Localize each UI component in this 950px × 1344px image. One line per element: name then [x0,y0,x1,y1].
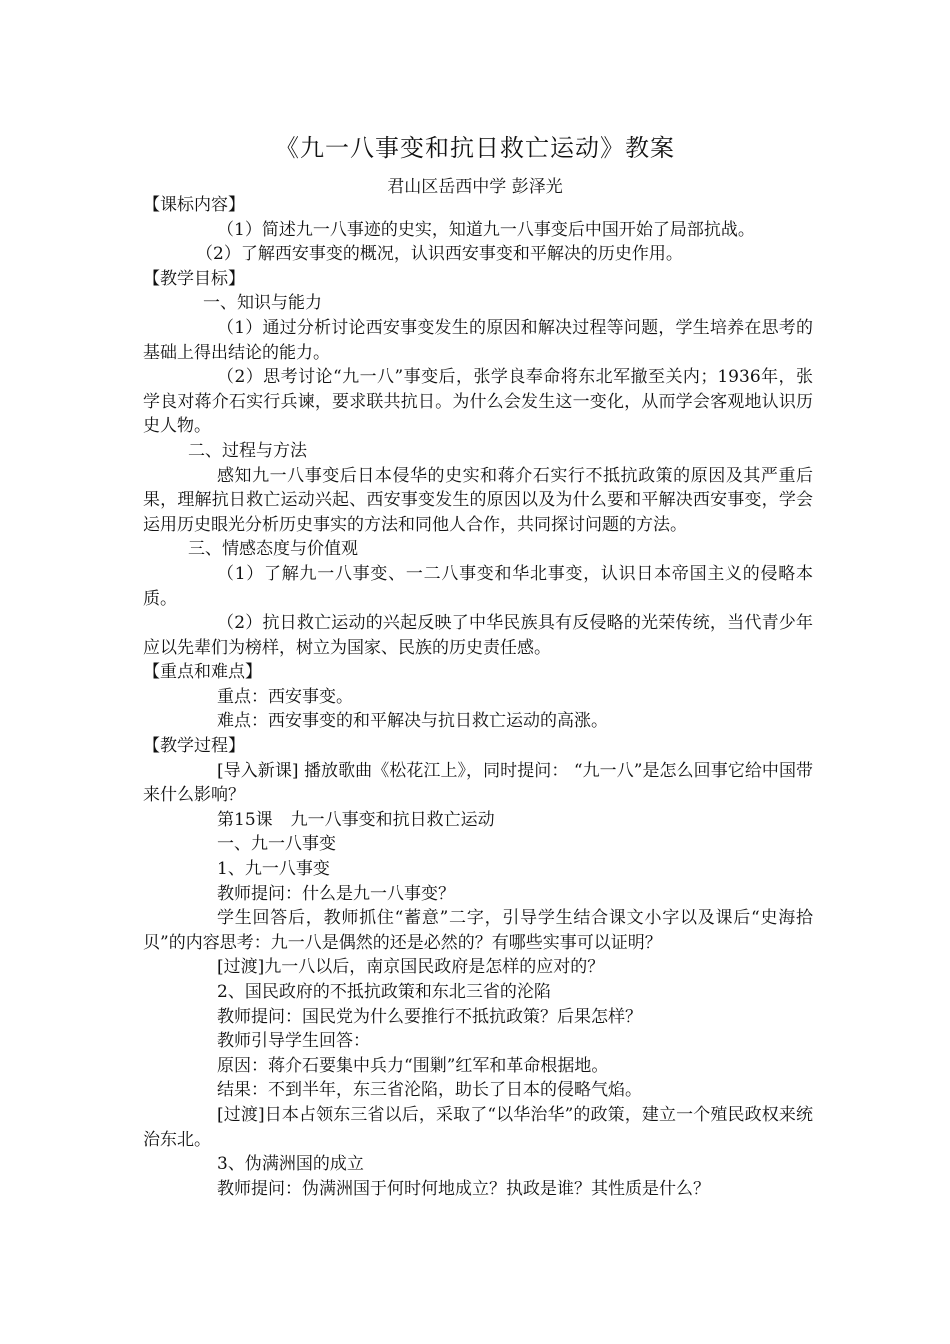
section-heading-standards: 【课标内容】 [143,195,245,215]
paragraph: 原因：蒋介石要集中兵力“围剿”红军和革命根据地。 [217,1055,609,1076]
paragraph: [导入新课] 播放歌曲《松花江上》，同时提问： “九一八”是怎么回事它给中国带来什么影响？ [143,760,813,806]
lesson-number: 第15课 [217,809,273,830]
subsection-heading: 一、九一八事变 [217,834,336,855]
subsection-heading: 三、情感态度与价值观 [188,539,358,560]
paragraph: [过渡]九一八以后，南京国民政府是怎样的应对的？ [217,957,605,978]
subsection-heading: 1、九一八事变 [217,859,330,880]
paragraph: 教师提问：伪满洲国于何时何地成立？执政是谁？其性质是什么？ [217,1178,710,1199]
section-heading-process: 【教学过程】 [143,736,245,757]
paragraph: （2）思考讨论“九一八”事变后，张学良奉命将东北军撤至关内；1936年，张学良对蒋介石实行兵谏，要求联共抗日。为什么会发生这一变化，从而学会客观地认识历史人物。 [143,367,813,437]
document-author: 君山区岳西中学 彭泽光 [387,177,563,197]
paragraph: （1）通过分析讨论西安事变发生的原因和解决过程等问题，学生培养在思考的基础上得出结论的能力。 [143,317,813,363]
document-body [143,193,813,1201]
lesson-name: 九一八事变和抗日救亡运动 [290,809,495,830]
paragraph: [过渡]日本占领东三省以后，采取了“以华治华”的政策，建立一个殖民政权来统治东北。 [143,1104,813,1150]
paragraph: 教师提问：国民党为什么要推行不抵抗政策？后果怎样？ [217,1006,642,1027]
subsection-heading: 3、伪满洲国的成立 [217,1154,364,1175]
paragraph: （2）抗日救亡运动的兴起反映了中华民族具有反侵略的光荣传统，当代青少年应以先辈们为榜样，树立为国家、民族的历史责任感。 [143,613,813,658]
document-title: 《九一八事变和抗日救亡运动》教案 [275,134,675,162]
paragraph: （2）了解西安事变的概况，认识西安事变和平解决的历史作用。 [196,244,683,265]
lesson-title [143,808,813,833]
section-heading-key-points: 【重点和难点】 [143,662,262,683]
paragraph: （1）简述九一八事迹的史实，知道九一八事变后中国开始了局部抗战。 [217,219,755,240]
subsection-heading: 一、知识与能力 [203,293,322,314]
subsection-heading: 二、过程与方法 [188,440,307,461]
paragraph: 结果：不到半年，东三省沦陷，助长了日本的侵略气焰。 [217,1080,642,1101]
paragraph: （1）了解九一八事变、一二八事变和华北事变，认识日本帝国主义的侵略本质。 [143,563,813,609]
paragraph: 教师提问：什么是九一八事变？ [217,883,455,904]
paragraph: 教师引导学生回答： [217,1031,370,1052]
paragraph: 学生回答后，教师抓住“蓄意”二字，引导学生结合课文小字以及课后“史海拾贝”的内容思考：九一八是偶然的还是必然的？有哪些实事可以证明？ [143,908,813,953]
paragraph: 重点：西安事变。 [217,686,353,707]
paragraph: 难点：西安事变的和平解决与抗日救亡运动的高涨。 [217,711,608,732]
section-heading-objectives: 【教学目标】 [143,268,245,289]
subsection-heading: 2、国民政府的不抵抗政策和东北三省的沦陷 [217,982,551,1002]
paragraph: 感知九一八事变后日本侵华的史实和蒋介石实行不抵抗政策的原因及其严重后果，理解抗日救亡运动兴起、西安事变发生的原因以及为什么要和平解决西安事变，学会运用历史眼光分析历史事实的方法和同他人合作，共同探讨问题的方法。 [143,465,813,535]
